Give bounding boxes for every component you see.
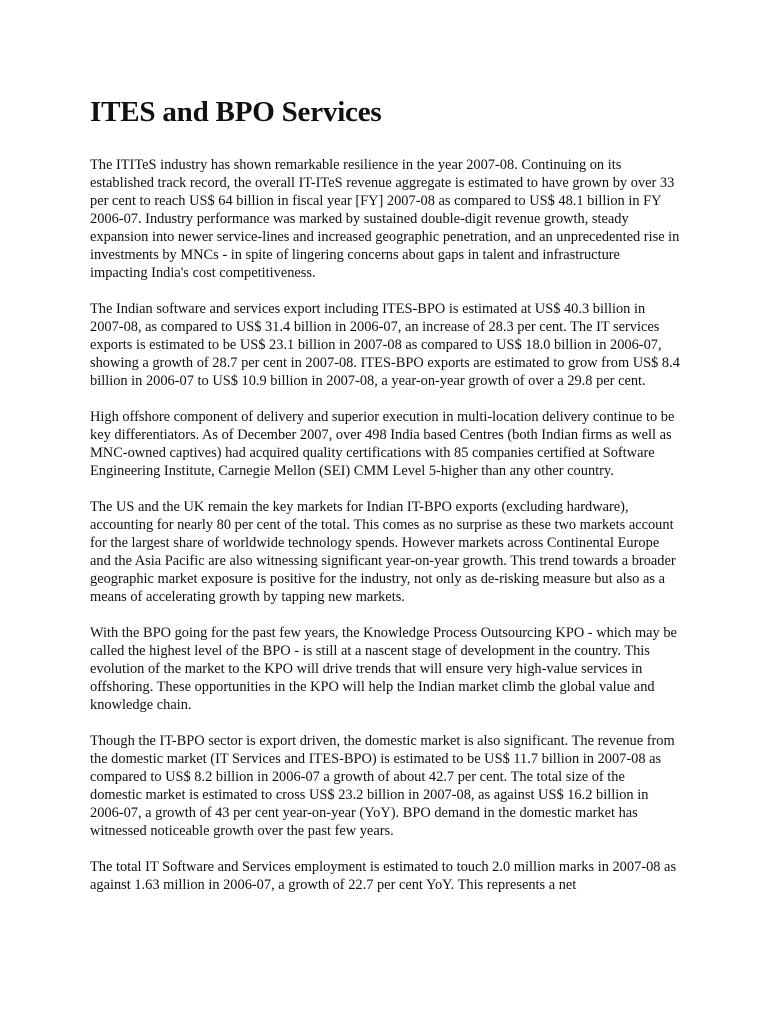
paragraph-3: High offshore component of delivery and superior execution in multi-location delivery continue to be key differentiators. As of December 2007, over 498 India based Centres (both Indian firms as well as MNC-owned captives) had acquired quality certifications with 85 companies certified at Software Engineering Institute, Carnegie Mellon (SEI) CMM Level 5-higher than any other country. xyxy=(90,409,675,479)
paragraph-7: The total IT Software and Services employment is estimated to touch 2.0 million marks in 2007-08 as against 1.63 million in 2006-07, a growth of 22.7 per cent YoY. This represents a net xyxy=(90,859,677,893)
paragraph-1: The ITITeS industry has shown remarkable resilience in the year 2007-08. Continuing on its established track record, the overall IT-ITeS revenue aggregate is estimated to have grown by over 33 per cent to reach US$ 64 billion in fiscal year [FY] 2007-08 as compared to US$ 48.1 billion in FY 2006-07. Industry performance was marked by sustained double-digit revenue growth, steady expansion into newer service-lines and increased geographic penetration, and an unprecedented rise in investments by MNCs - in spite of lingering concerns about gaps in talent and infrastructure impacting India's cost competitiveness. xyxy=(90,157,680,281)
paragraph-4: The US and the UK remain the key markets for Indian IT-BPO exports (excluding hardware), accounting for nearly 80 per cent of the total. This comes as no surprise as these two markets account for the largest share of worldwide technology spends. However markets across Continental Europe and the Asia Pacific are also witnessing significant year-on-year growth. This trend towards a broader geographic market exposure is positive for the industry, not only as de-risking measure but also as a means of accelerating growth by tapping new markets. xyxy=(90,499,676,605)
page-title: ITES and BPO Services xyxy=(90,96,382,128)
paragraph-2: The Indian software and services export including ITES-BPO is estimated at US$ 40.3 billion in 2007-08, as compared to US$ 31.4 billion in 2006-07, an increase of 28.3 per cent. The IT services exports is estimated to be US$ 23.1 billion in 2007-08 as compared to US$ 18.0 billion in 2006-07, showing a growth of 28.7 per cent in 2007-08. ITES-BPO exports are estimated to grow from US$ 8.4 billion in 2006-07 to US$ 10.9 billion in 2007-08, a year-on-year growth of over a 29.8 per cent. xyxy=(90,301,680,389)
paragraph-5: With the BPO going for the past few years, the Knowledge Process Outsourcing KPO - which may be called the highest level of the BPO - is still at a nascent stage of development in the country. This evolution of the market to the KPO will drive trends that will ensure very high-value services in offshoring. These opportunities in the KPO will help the Indian market climb the global value and knowledge chain. xyxy=(90,625,677,713)
document-page xyxy=(90,94,680,912)
paragraph-6: Though the IT-BPO sector is export driven, the domestic market is also significant. The revenue from the domestic market (IT Services and ITES-BPO) is estimated to be US$ 11.7 billion in 2007-08 as compared to US$ 8.2 billion in 2006-07 a growth of about 42.7 per cent. The total size of the domestic market is estimated to cross US$ 23.2 billion in 2007-08, as against US$ 16.2 billion in 2006-07, a growth of 43 per cent year-on-year (YoY). BPO demand in the domestic market has witnessed noticeable growth over the past few years. xyxy=(90,733,675,839)
